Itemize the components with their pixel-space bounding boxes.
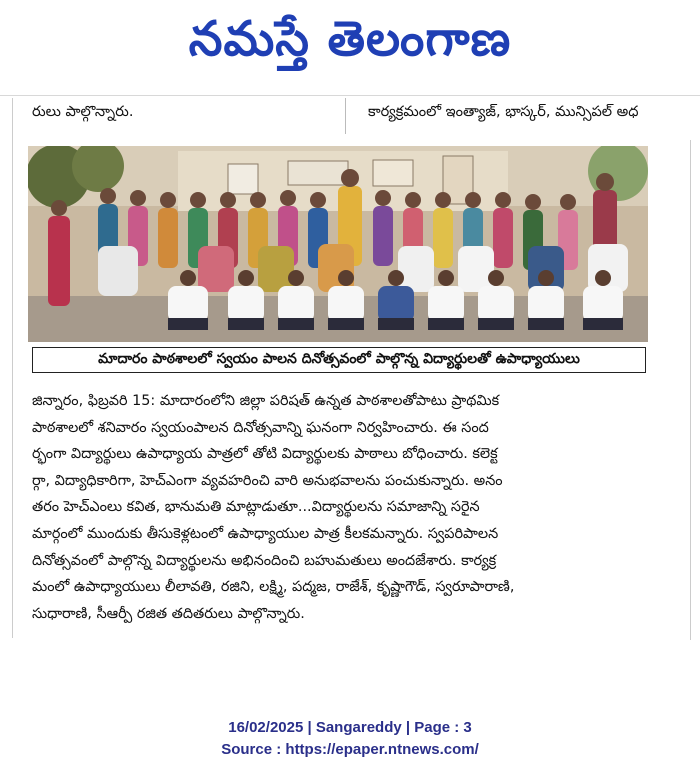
article-line: పాఠశాలలో శనివారం స్వయంపాలన దినోత్సవాన్ని ఘనంగా నిర్వహించారు. ఈ సంద	[32, 419, 489, 436]
previous-article-left: రులు పాల్గొన్నారు.	[32, 104, 134, 120]
article-line: తరం హెచ్ఎంలు కవిత, భానుమతి మాట్లాడుతూ...విద్యార్థులను సమాజాన్ని సరైన	[32, 499, 480, 516]
column-edge-left	[12, 98, 13, 638]
group-photo	[28, 146, 648, 342]
masthead-rule	[0, 95, 700, 96]
article-line: సుధారాణి, సీఆర్పీ రజిత తదితరులు పాల్గొన్నారు.	[32, 605, 305, 622]
photo-caption: మాదారం పాఠశాలలో స్వయం పాలన దినోత్సవంలో పాల్గొన్న విద్యార్థులతో ఉపాధ్యాయులు	[32, 347, 646, 373]
article-line: ర్భంగా విద్యార్థులు ఉపాధ్యాయ పాత్రలో తోటి విద్యార్థులకు పాఠాలు బోధించారు. కలెక్ట	[32, 446, 498, 463]
group-photo-illustration	[28, 146, 648, 342]
article-line: ర్గా, విద్యాధికారిగా, హెచ్ఎంగా వ్యవహరించి వారి అనుభవాలను పంచుకున్నారు. అనం	[32, 472, 503, 489]
article-body	[32, 388, 662, 627]
previous-article-right: కార్యక్రమంలో ఇంత్యాజ్, భాస్కర్, మున్సిపల్ అధ	[368, 104, 639, 120]
masthead	[0, 0, 700, 90]
newspaper-title: నమస్తే తెలంగాణ	[188, 11, 512, 67]
footer-date-line: 16/02/2025 | Sangareddy | Page : 3	[228, 719, 472, 736]
footer	[0, 717, 700, 761]
article-line: దినోత్సవంలో పాల్గొన్న విద్యార్థులను అభినందించి బహుమతులు అందజేశారు. కార్యక్ర	[32, 552, 497, 569]
footer-source-line: Source : https://epaper.ntnews.com/	[221, 741, 479, 758]
article-line: మంలో ఉపాధ్యాయులు లీలావతి, రజిని, లక్ష్మి, పద్మజ, రాజేశ్, కృష్ణాగౌడ్, స్వరూపారాణి,	[32, 579, 515, 596]
article-line: మార్గంలో ముందుకు తీసుకెళ్లటంలో ఉపాధ్యాయుల పాత్ర కీలకమన్నారు. స్వపరిపాలన	[32, 525, 499, 542]
article-line: జిన్నారం, ఫిబ్రవరి 15: మాదారంలోని జిల్లా పరిషత్ ఉన్నత పాఠశాలతోపాటు ప్రాథమిక	[32, 393, 500, 409]
column-divider	[345, 98, 346, 134]
column-edge-right	[690, 140, 691, 640]
